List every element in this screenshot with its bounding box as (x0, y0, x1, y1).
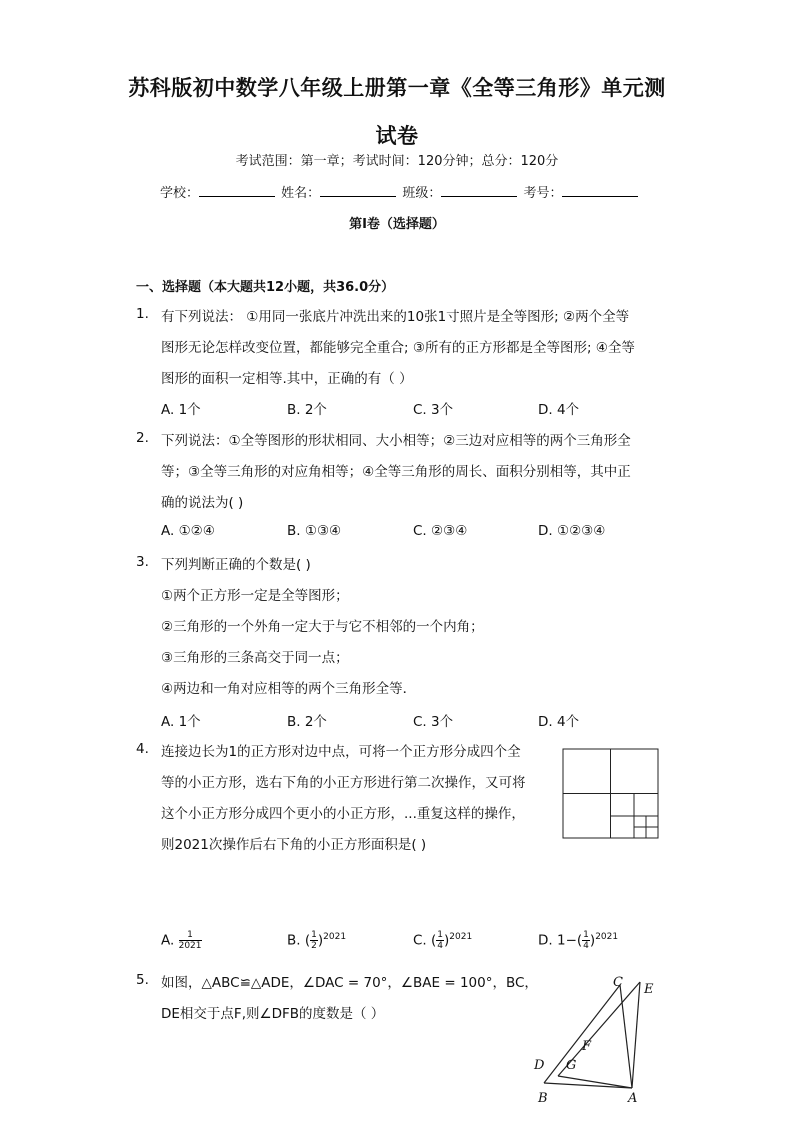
title-line-1: 苏科版初中数学八年级上册第一章《全等三角形》单元测 (128, 75, 666, 100)
question-number: 3. (136, 554, 149, 570)
label-b: B (538, 1091, 548, 1106)
option-d[interactable]: D. ①②③④ (538, 523, 606, 539)
name-label: 姓名： (281, 186, 321, 201)
option-c[interactable]: C. ②③④ (413, 523, 468, 539)
question-text-line: 连接边长为1的正方形对边中点，可将一个正方形分成四个全 (161, 744, 521, 760)
option-a[interactable] (161, 930, 202, 951)
label-d: D (534, 1058, 545, 1073)
option-d[interactable]: D. 4个 (538, 714, 580, 730)
option-b[interactable]: B. ( $\frac{1}{2}$ )$^{2021}$ (287, 930, 347, 951)
option-c[interactable]: C. ( $\frac{1}{4}$ )$^{2021}$ (413, 930, 473, 951)
question-text-line: ①两个正方形一定是全等图形； (161, 588, 349, 604)
option-d-prefix: 1− (556, 932, 577, 949)
question-text-line: DE相交于点F,则∠DFB的度数是（ ） (161, 1006, 385, 1022)
question-number: 5. (136, 972, 149, 988)
question-text-line: ②三角形的一个外角一定大于与它不相邻的一个内角； (161, 619, 484, 635)
school-label: 学校： (160, 186, 200, 201)
exponent: 2021 (323, 932, 347, 942)
paper-title (100, 64, 694, 160)
exam-number-label: 考号： (523, 186, 563, 201)
part-heading: 第I卷（选择题） (349, 217, 445, 232)
question-text-line: 等；③全等三角形的对应角相等；④全等三角形的周长、面积分别相等，其中正 (161, 464, 631, 480)
label-e: E (644, 982, 654, 997)
question-text-line: 有下列说法： ①用同一张底片冲洗出来的10张1寸照片是全等图形; ②两个全等 (161, 309, 630, 325)
label-f: F (582, 1039, 592, 1054)
question-text-line: 图形无论怎样改变位置，都能够完全重合; ③所有的正方形都是全等图形; ④全等 (161, 340, 635, 356)
exponent: 2021 (449, 932, 473, 942)
class-blank[interactable] (441, 182, 517, 197)
numerator: 1 (311, 930, 317, 940)
question-text-line: 下列判断正确的个数是( ) (161, 557, 311, 573)
class-label: 班级： (402, 186, 442, 201)
question-text-line: 则2021次操作后右下角的小正方形面积是( ) (161, 837, 427, 853)
question-text-line: 如图，△ABC≌△ADE，∠DAC = 70°，∠BAE = 100°，BC， (161, 975, 538, 991)
option-c-label: C. (413, 932, 427, 949)
section-heading: 一、选择题（本大题共12小题，共36.0分） (136, 280, 395, 295)
option-c[interactable]: C. 3个 (413, 714, 454, 730)
question-number: 2. (136, 430, 149, 446)
question-text-line: 下列说法：①全等图形的形状相同、大小相等；②三边对应相等的两个三角形全 (161, 433, 631, 449)
question-number: 1. (136, 306, 149, 322)
question-text-line: 这个小正方形分成四个更小的小正方形，...重复这样的操作， (161, 806, 525, 822)
question-text-line: 确的说法为( ) (161, 495, 244, 511)
numerator: 1 (437, 930, 444, 940)
question-text-line: 等的小正方形，选右下角的小正方形进行第二次操作，又可将 (161, 775, 526, 791)
option-a[interactable]: A. 1个 (161, 402, 201, 418)
option-d-label: D. (538, 932, 553, 949)
option-d[interactable]: D. 4个 (538, 402, 580, 418)
fraction (582, 930, 590, 951)
student-fields (160, 182, 640, 201)
label-a: A (628, 1091, 638, 1106)
question-text-line: ③三角形的三条高交于同一点； (161, 650, 349, 666)
exam-number-blank[interactable] (562, 182, 638, 197)
triangle-figure (528, 972, 664, 1106)
option-b[interactable]: B. ①③④ (287, 523, 342, 539)
fraction (436, 930, 444, 951)
exponent: 2021 (595, 932, 619, 942)
square-subdivision-figure (562, 748, 660, 840)
option-c[interactable]: C. 3个 (413, 402, 454, 418)
label-g: G (566, 1058, 577, 1073)
question-text-line: 图形的面积一定相等.其中，正确的有（ ） (161, 371, 413, 387)
title-line-2: 试卷 (375, 123, 419, 148)
fraction (179, 930, 202, 951)
fraction (310, 930, 318, 951)
name-blank[interactable] (320, 182, 396, 197)
numerator: 1 (179, 930, 202, 941)
denominator: 4 (437, 941, 444, 951)
option-a[interactable]: A. ①②④ (161, 523, 215, 539)
exam-info: 考试范围：第一章；考试时间：120分钟；总分：120分 (235, 154, 559, 169)
denominator: 2 (311, 941, 317, 951)
option-a-label: A. (161, 932, 175, 949)
option-d[interactable]: D. 1−( $\frac{1}{4}$ )$^{2021}$ (538, 930, 619, 951)
label-c: C (613, 975, 623, 990)
denominator: 4 (583, 941, 589, 951)
option-b[interactable]: B. 2个 (287, 714, 327, 730)
numerator: 1 (583, 930, 589, 940)
option-a[interactable]: A. 1个 (161, 714, 201, 730)
option-b[interactable]: B. 2个 (287, 402, 327, 418)
denominator: 2021 (178, 941, 202, 951)
question-number: 4. (136, 741, 149, 757)
school-blank[interactable] (199, 182, 275, 197)
option-b-label: B. (287, 932, 301, 949)
question-text-line: ④两边和一角对应相等的两个三角形全等． (161, 681, 417, 697)
